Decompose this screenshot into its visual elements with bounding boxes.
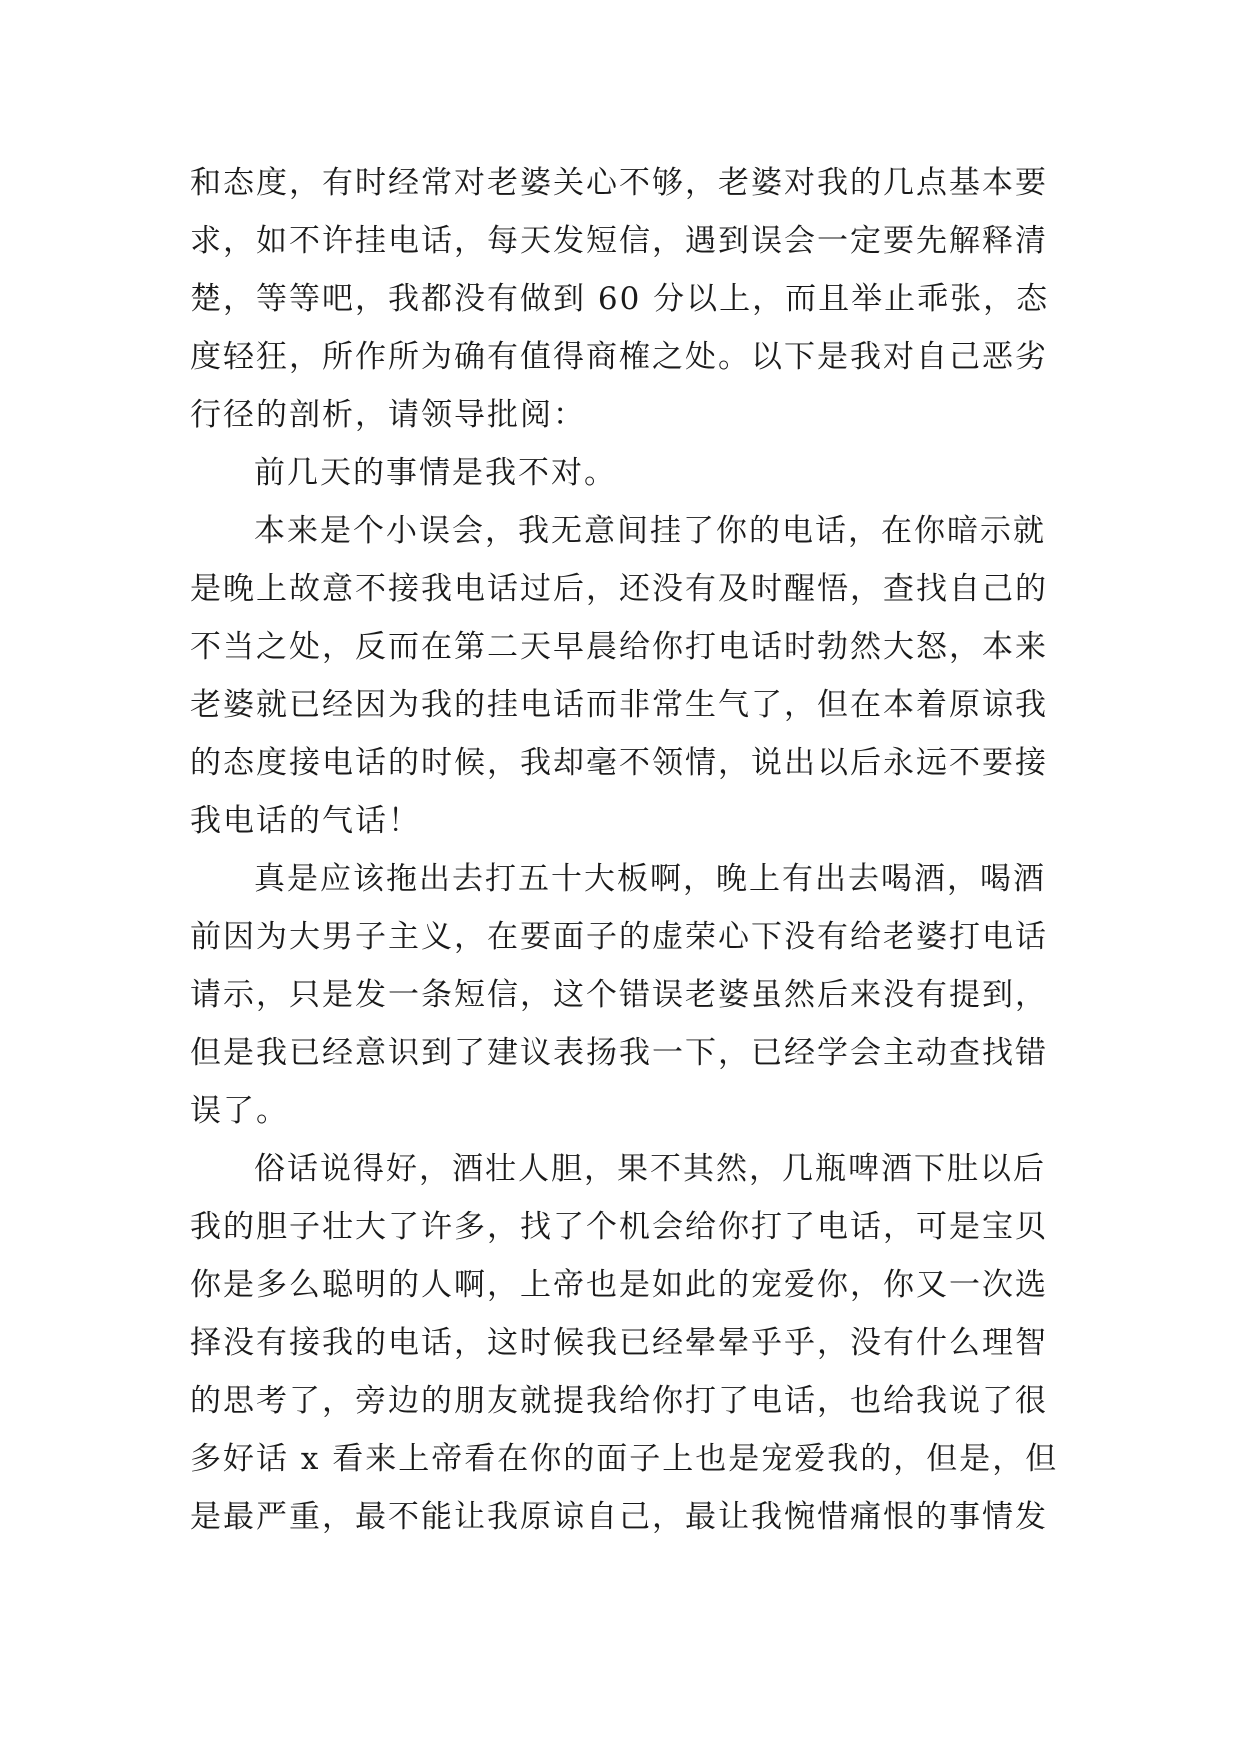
document-body	[190, 154, 1066, 1546]
text-line: 度轻狂，所作所为确有值得商榷之处。以下是我对自己恶劣	[190, 339, 1048, 375]
text-line: 的态度接电话的时候，我却毫不领情，说出以后永远不要接	[190, 745, 1048, 781]
text-line: 是最严重，最不能让我原谅自己，最让我惋惜痛恨的事情发	[190, 1499, 1048, 1535]
text-line: 误了。	[190, 1093, 289, 1129]
text-line: 多好话 x 看来上帝看在你的面子上也是宠爱我的，但是，但	[190, 1441, 1059, 1477]
text-line: 请示，只是发一条短信，这个错误老婆虽然后来没有提到，	[190, 977, 1048, 1013]
text-line: 真是应该拖出去打五十大板啊，晚上有出去喝酒，喝酒	[254, 861, 1046, 897]
text-line: 但是我已经意识到了建议表扬我一下，已经学会主动查找错	[190, 1035, 1048, 1071]
text-line: 求，如不许挂电话，每天发短信，遇到误会一定要先解释清	[190, 223, 1048, 259]
text-line: 本来是个小误会，我无意间挂了你的电话，在你暗示就	[254, 513, 1046, 549]
text-line: 我电话的气话！	[190, 803, 421, 839]
text-line: 前几天的事情是我不对。	[254, 455, 617, 491]
text-line: 老婆就已经因为我的挂电话而非常生气了，但在本着原谅我	[190, 687, 1048, 723]
text-line: 你是多么聪明的人啊，上帝也是如此的宠爱你，你又一次选	[190, 1267, 1048, 1303]
text-line: 和态度，有时经常对老婆关心不够，老婆对我的几点基本要	[190, 165, 1048, 201]
text-line: 是晚上故意不接我电话过后，还没有及时醒悟，查找自己的	[190, 571, 1048, 607]
text-line: 楚，等等吧，我都没有做到 60 分以上，而且举止乖张，态	[190, 281, 1050, 317]
text-line: 不当之处，反而在第二天早晨给你打电话时勃然大怒，本来	[190, 629, 1048, 665]
text-line: 俗话说得好，酒壮人胆，果不其然，几瓶啤酒下肚以后	[254, 1151, 1046, 1187]
text-line: 行径的剖析，请领导批阅：	[190, 397, 586, 433]
text-line: 前因为大男子主义，在要面子的虚荣心下没有给老婆打电话	[190, 919, 1048, 955]
text-line: 的思考了，旁边的朋友就提我给你打了电话，也给我说了很	[190, 1383, 1048, 1419]
text-line: 择没有接我的电话，这时候我已经晕晕乎乎，没有什么理智	[190, 1325, 1048, 1361]
text-line: 我的胆子壮大了许多，找了个机会给你打了电话，可是宝贝	[190, 1209, 1048, 1245]
